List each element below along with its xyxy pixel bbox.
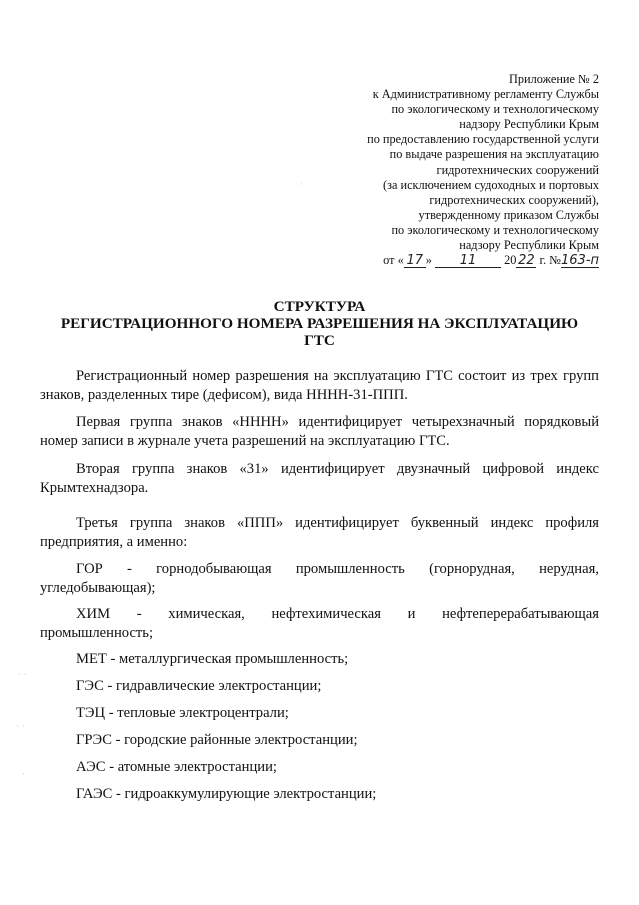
appendix-line: утвержденному приказом Службы xyxy=(418,207,599,222)
date-year-prefix: 20 xyxy=(504,253,517,268)
appendix-line: гидротехнических сооружений xyxy=(436,162,599,177)
date-month-handwritten: 11 xyxy=(459,253,477,269)
paragraph-third-group: Третья группа знаков «ППП» идентифицирует буквенный индекс профиля предприятия, а именно: xyxy=(40,515,599,550)
date-year-handwritten: 22 xyxy=(518,253,535,269)
order-number xyxy=(561,254,599,268)
appendix-line: (за исключением судоходных и портовых xyxy=(383,177,599,192)
list-item-him xyxy=(40,605,599,643)
date-year xyxy=(516,254,536,268)
him-word: химическая, xyxy=(168,606,245,622)
appendix-line: к Административному регламенту Службы xyxy=(372,87,599,102)
date-month xyxy=(435,254,501,268)
appendix-line: надзору Республики Крым xyxy=(459,238,599,253)
gor-word: ГОР xyxy=(76,561,103,577)
appendix-line: надзору Республики Крым xyxy=(459,117,599,132)
paragraph-first-group: Первая группа знаков «НННН» идентифицирует четырехзначный порядковый номер записи в журнале учета разрешений на эксплуатацию ГТС. xyxy=(40,414,599,449)
date-year-suffix: г. № xyxy=(539,253,561,268)
paragraph-second-group: Вторая группа знаков «31» идентифицирует двузначный цифровой индекс Крымтехнадзора. xyxy=(40,461,599,496)
scan-speck: · xyxy=(300,180,303,190)
order-date-line xyxy=(299,253,599,268)
him-word: - xyxy=(136,606,142,622)
list-item-ges: ГЭС - гидравлические электростанции; xyxy=(76,678,322,694)
list-item-met: МЕТ - металлургическая промышленность; xyxy=(76,651,349,667)
title-line-1: СТРУКТУРА xyxy=(273,298,366,315)
him-first-line xyxy=(40,605,599,624)
date-day-handwritten: 17 xyxy=(406,253,424,269)
scan-speck: · · xyxy=(16,722,25,732)
appendix-header xyxy=(299,72,599,268)
him-word: нефтеперерабатывающая xyxy=(442,606,599,622)
him-tail: промышленность; xyxy=(40,625,154,641)
gor-first-line xyxy=(40,560,599,579)
gor-word: (горнорудная, xyxy=(429,561,515,577)
gor-word: горнодобывающая xyxy=(156,561,272,577)
title-line-3: ГТС xyxy=(304,332,335,349)
list-item-gor xyxy=(40,560,599,598)
appendix-line: Приложение № 2 xyxy=(508,72,599,86)
gor-word: нерудная, xyxy=(539,561,599,577)
scan-speck: · · xyxy=(18,670,27,680)
date-close: » xyxy=(425,253,432,268)
gor-word: - xyxy=(127,561,132,577)
list-item-aes: АЭС - атомные электростанции; xyxy=(76,759,277,775)
title-line-2: РЕГИСТРАЦИОННОГО НОМЕРА РАЗРЕШЕНИЯ НА ЭКСПЛУАТАЦИЮ xyxy=(60,315,579,332)
appendix-line: по предоставлению государственной услуги xyxy=(367,132,599,147)
appendix-line: по экологическому и технологическому xyxy=(391,222,599,237)
him-word: и xyxy=(407,606,416,622)
gor-tail: угледобывающая); xyxy=(40,580,156,596)
date-day xyxy=(404,254,426,268)
appendix-line: гидротехнических сооружений), xyxy=(429,192,599,207)
document-title xyxy=(40,298,599,349)
gor-word: промышленность xyxy=(295,561,405,577)
list-item-gres: ГРЭС - городские районные электростанции; xyxy=(76,732,358,748)
paragraph-intro: Регистрационный номер разрешения на эксплуатацию ГТС состоит из трех групп знаков, разделенных тире (дефисом), вида НННН-31-ППП. xyxy=(40,368,599,403)
him-word: нефтехимическая xyxy=(271,606,381,622)
appendix-line: по экологическому и технологическому xyxy=(391,102,599,117)
date-prefix: от « xyxy=(383,253,404,268)
scan-speck: · xyxy=(22,770,25,780)
him-word: ХИМ xyxy=(76,606,111,622)
list-item-gaes: ГАЭС - гидроаккумулирующие электростанции; xyxy=(76,786,377,802)
list-item-tec: ТЭЦ - тепловые электроцентрали; xyxy=(76,705,289,721)
appendix-line: по выдаче разрешения на эксплуатацию xyxy=(389,147,599,162)
order-number-handwritten: 163-п xyxy=(561,253,600,269)
